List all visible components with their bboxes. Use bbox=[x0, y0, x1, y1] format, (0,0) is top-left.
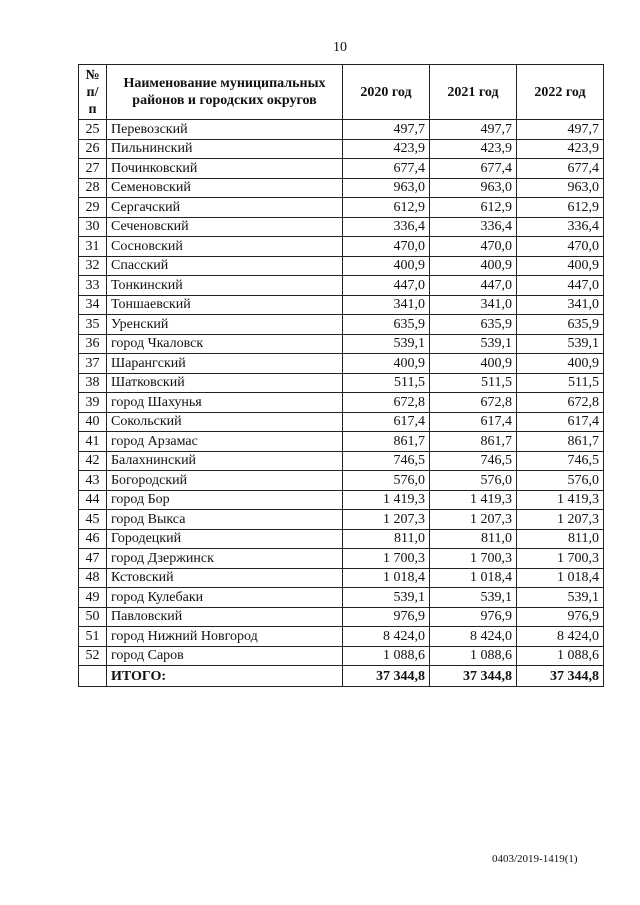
table-row bbox=[79, 334, 604, 354]
row-value-2020: 811,0 bbox=[343, 529, 430, 549]
row-number: 52 bbox=[79, 646, 107, 666]
document-code: 0403/2019-1419(1) bbox=[492, 853, 578, 865]
total-2022: 37 344,8 bbox=[517, 666, 604, 687]
table-row bbox=[79, 373, 604, 393]
row-value-2021: 576,0 bbox=[430, 471, 517, 491]
row-name: Богородский bbox=[107, 471, 343, 491]
row-number: 43 bbox=[79, 471, 107, 491]
row-value-2020: 447,0 bbox=[343, 276, 430, 296]
row-value-2022: 497,7 bbox=[517, 120, 604, 140]
table-row bbox=[79, 120, 604, 140]
row-value-2020: 400,9 bbox=[343, 256, 430, 276]
row-number: 51 bbox=[79, 627, 107, 647]
header-num: № п/п bbox=[79, 65, 107, 120]
table-row bbox=[79, 471, 604, 491]
row-value-2021: 861,7 bbox=[430, 432, 517, 452]
table-row bbox=[79, 510, 604, 530]
row-name: Пильнинский bbox=[107, 139, 343, 159]
row-value-2021: 400,9 bbox=[430, 354, 517, 374]
row-name: Сеченовский bbox=[107, 217, 343, 237]
row-name: город Шахунья bbox=[107, 393, 343, 413]
table-row bbox=[79, 295, 604, 315]
row-value-2020: 746,5 bbox=[343, 451, 430, 471]
row-number: 38 bbox=[79, 373, 107, 393]
header-2020: 2020 год bbox=[343, 65, 430, 120]
row-number: 25 bbox=[79, 120, 107, 140]
row-value-2020: 861,7 bbox=[343, 432, 430, 452]
table-row bbox=[79, 393, 604, 413]
table-row bbox=[79, 432, 604, 452]
row-value-2021: 617,4 bbox=[430, 412, 517, 432]
row-number: 36 bbox=[79, 334, 107, 354]
row-value-2022: 1 088,6 bbox=[517, 646, 604, 666]
total-num-cell bbox=[79, 666, 107, 687]
table-row bbox=[79, 217, 604, 237]
row-number: 37 bbox=[79, 354, 107, 374]
row-value-2021: 677,4 bbox=[430, 159, 517, 179]
row-name: Балахнинский bbox=[107, 451, 343, 471]
table-row bbox=[79, 178, 604, 198]
row-value-2020: 539,1 bbox=[343, 588, 430, 608]
row-value-2022: 1 700,3 bbox=[517, 549, 604, 569]
row-value-2020: 1 018,4 bbox=[343, 568, 430, 588]
row-value-2021: 635,9 bbox=[430, 315, 517, 335]
row-value-2020: 672,8 bbox=[343, 393, 430, 413]
table-row bbox=[79, 490, 604, 510]
table-row bbox=[79, 237, 604, 257]
total-row bbox=[79, 666, 604, 687]
header-2022: 2022 год bbox=[517, 65, 604, 120]
row-value-2020: 1 207,3 bbox=[343, 510, 430, 530]
row-value-2021: 539,1 bbox=[430, 588, 517, 608]
row-value-2021: 336,4 bbox=[430, 217, 517, 237]
table-row bbox=[79, 568, 604, 588]
row-value-2022: 1 419,3 bbox=[517, 490, 604, 510]
row-value-2021: 447,0 bbox=[430, 276, 517, 296]
row-number: 41 bbox=[79, 432, 107, 452]
row-value-2020: 8 424,0 bbox=[343, 627, 430, 647]
row-value-2021: 963,0 bbox=[430, 178, 517, 198]
row-number: 47 bbox=[79, 549, 107, 569]
row-value-2022: 612,9 bbox=[517, 198, 604, 218]
table-row bbox=[79, 315, 604, 335]
row-value-2020: 423,9 bbox=[343, 139, 430, 159]
row-value-2022: 539,1 bbox=[517, 588, 604, 608]
row-value-2020: 963,0 bbox=[343, 178, 430, 198]
row-value-2020: 612,9 bbox=[343, 198, 430, 218]
row-number: 45 bbox=[79, 510, 107, 530]
row-value-2021: 1 419,3 bbox=[430, 490, 517, 510]
row-number: 44 bbox=[79, 490, 107, 510]
row-value-2020: 336,4 bbox=[343, 217, 430, 237]
total-2021: 37 344,8 bbox=[430, 666, 517, 687]
row-name: Семеновский bbox=[107, 178, 343, 198]
row-value-2020: 1 419,3 bbox=[343, 490, 430, 510]
row-value-2021: 1 700,3 bbox=[430, 549, 517, 569]
header-2021: 2021 год bbox=[430, 65, 517, 120]
allocation-table bbox=[78, 64, 604, 687]
row-value-2020: 497,7 bbox=[343, 120, 430, 140]
row-name: Сергачский bbox=[107, 198, 343, 218]
row-value-2021: 811,0 bbox=[430, 529, 517, 549]
row-number: 49 bbox=[79, 588, 107, 608]
row-name: Шарангский bbox=[107, 354, 343, 374]
table-row bbox=[79, 646, 604, 666]
row-value-2022: 423,9 bbox=[517, 139, 604, 159]
row-number: 50 bbox=[79, 607, 107, 627]
table-row bbox=[79, 256, 604, 276]
row-name: город Нижний Новгород bbox=[107, 627, 343, 647]
row-value-2020: 1 700,3 bbox=[343, 549, 430, 569]
row-name: город Кулебаки bbox=[107, 588, 343, 608]
row-value-2022: 1 207,3 bbox=[517, 510, 604, 530]
row-value-2021: 341,0 bbox=[430, 295, 517, 315]
row-number: 26 bbox=[79, 139, 107, 159]
row-value-2022: 861,7 bbox=[517, 432, 604, 452]
header-name: Наименование муниципальных районов и городских округов bbox=[107, 65, 343, 120]
row-value-2022: 576,0 bbox=[517, 471, 604, 491]
row-name: Перевозский bbox=[107, 120, 343, 140]
table-row bbox=[79, 529, 604, 549]
row-name: Тоншаевский bbox=[107, 295, 343, 315]
row-value-2020: 976,9 bbox=[343, 607, 430, 627]
row-name: Шатковский bbox=[107, 373, 343, 393]
row-value-2020: 511,5 bbox=[343, 373, 430, 393]
row-value-2021: 497,7 bbox=[430, 120, 517, 140]
row-value-2022: 672,8 bbox=[517, 393, 604, 413]
table-row bbox=[79, 412, 604, 432]
row-number: 27 bbox=[79, 159, 107, 179]
table-row bbox=[79, 276, 604, 296]
row-number: 28 bbox=[79, 178, 107, 198]
row-number: 31 bbox=[79, 237, 107, 257]
row-name: Починковский bbox=[107, 159, 343, 179]
row-number: 35 bbox=[79, 315, 107, 335]
row-value-2021: 612,9 bbox=[430, 198, 517, 218]
row-value-2022: 976,9 bbox=[517, 607, 604, 627]
row-name: Кстовский bbox=[107, 568, 343, 588]
row-value-2022: 635,9 bbox=[517, 315, 604, 335]
row-value-2022: 811,0 bbox=[517, 529, 604, 549]
row-value-2021: 672,8 bbox=[430, 393, 517, 413]
row-value-2022: 400,9 bbox=[517, 256, 604, 276]
row-name: Городецкий bbox=[107, 529, 343, 549]
row-value-2020: 677,4 bbox=[343, 159, 430, 179]
row-value-2022: 447,0 bbox=[517, 276, 604, 296]
row-value-2022: 400,9 bbox=[517, 354, 604, 374]
row-value-2022: 511,5 bbox=[517, 373, 604, 393]
row-number: 42 bbox=[79, 451, 107, 471]
row-value-2022: 341,0 bbox=[517, 295, 604, 315]
row-value-2020: 617,4 bbox=[343, 412, 430, 432]
row-value-2021: 400,9 bbox=[430, 256, 517, 276]
row-value-2021: 511,5 bbox=[430, 373, 517, 393]
row-number: 33 bbox=[79, 276, 107, 296]
row-name: город Выкса bbox=[107, 510, 343, 530]
row-value-2021: 1 207,3 bbox=[430, 510, 517, 530]
row-name: город Чкаловск bbox=[107, 334, 343, 354]
row-value-2022: 677,4 bbox=[517, 159, 604, 179]
table-row bbox=[79, 549, 604, 569]
row-value-2022: 539,1 bbox=[517, 334, 604, 354]
row-value-2022: 963,0 bbox=[517, 178, 604, 198]
page-number: 10 bbox=[333, 40, 347, 55]
row-value-2022: 470,0 bbox=[517, 237, 604, 257]
table-header-row bbox=[79, 65, 604, 120]
table-row bbox=[79, 588, 604, 608]
row-name: город Саров bbox=[107, 646, 343, 666]
row-value-2021: 423,9 bbox=[430, 139, 517, 159]
row-value-2022: 8 424,0 bbox=[517, 627, 604, 647]
row-value-2021: 746,5 bbox=[430, 451, 517, 471]
row-name: Павловский bbox=[107, 607, 343, 627]
row-value-2021: 976,9 bbox=[430, 607, 517, 627]
total-2020: 37 344,8 bbox=[343, 666, 430, 687]
row-value-2021: 539,1 bbox=[430, 334, 517, 354]
table-row bbox=[79, 451, 604, 471]
row-name: Сокольский bbox=[107, 412, 343, 432]
total-label: ИТОГО: bbox=[107, 666, 343, 687]
row-number: 30 bbox=[79, 217, 107, 237]
row-value-2020: 635,9 bbox=[343, 315, 430, 335]
row-value-2022: 1 018,4 bbox=[517, 568, 604, 588]
row-name: Спасский bbox=[107, 256, 343, 276]
row-value-2021: 1 088,6 bbox=[430, 646, 517, 666]
row-value-2020: 576,0 bbox=[343, 471, 430, 491]
table-row bbox=[79, 159, 604, 179]
table-row bbox=[79, 198, 604, 218]
table-row bbox=[79, 607, 604, 627]
row-number: 48 bbox=[79, 568, 107, 588]
row-number: 34 bbox=[79, 295, 107, 315]
row-number: 46 bbox=[79, 529, 107, 549]
row-name: Тонкинский bbox=[107, 276, 343, 296]
row-value-2021: 470,0 bbox=[430, 237, 517, 257]
row-value-2020: 1 088,6 bbox=[343, 646, 430, 666]
table-row bbox=[79, 627, 604, 647]
row-value-2020: 470,0 bbox=[343, 237, 430, 257]
table-row bbox=[79, 139, 604, 159]
row-value-2021: 1 018,4 bbox=[430, 568, 517, 588]
row-value-2020: 341,0 bbox=[343, 295, 430, 315]
row-value-2022: 746,5 bbox=[517, 451, 604, 471]
table-row bbox=[79, 354, 604, 374]
row-number: 29 bbox=[79, 198, 107, 218]
row-number: 32 bbox=[79, 256, 107, 276]
row-value-2022: 336,4 bbox=[517, 217, 604, 237]
row-name: Сосновский bbox=[107, 237, 343, 257]
row-name: город Дзержинск bbox=[107, 549, 343, 569]
row-value-2022: 617,4 bbox=[517, 412, 604, 432]
row-name: Уренский bbox=[107, 315, 343, 335]
row-number: 40 bbox=[79, 412, 107, 432]
row-value-2021: 8 424,0 bbox=[430, 627, 517, 647]
row-value-2020: 400,9 bbox=[343, 354, 430, 374]
row-name: город Арзамас bbox=[107, 432, 343, 452]
row-value-2020: 539,1 bbox=[343, 334, 430, 354]
row-number: 39 bbox=[79, 393, 107, 413]
row-name: город Бор bbox=[107, 490, 343, 510]
